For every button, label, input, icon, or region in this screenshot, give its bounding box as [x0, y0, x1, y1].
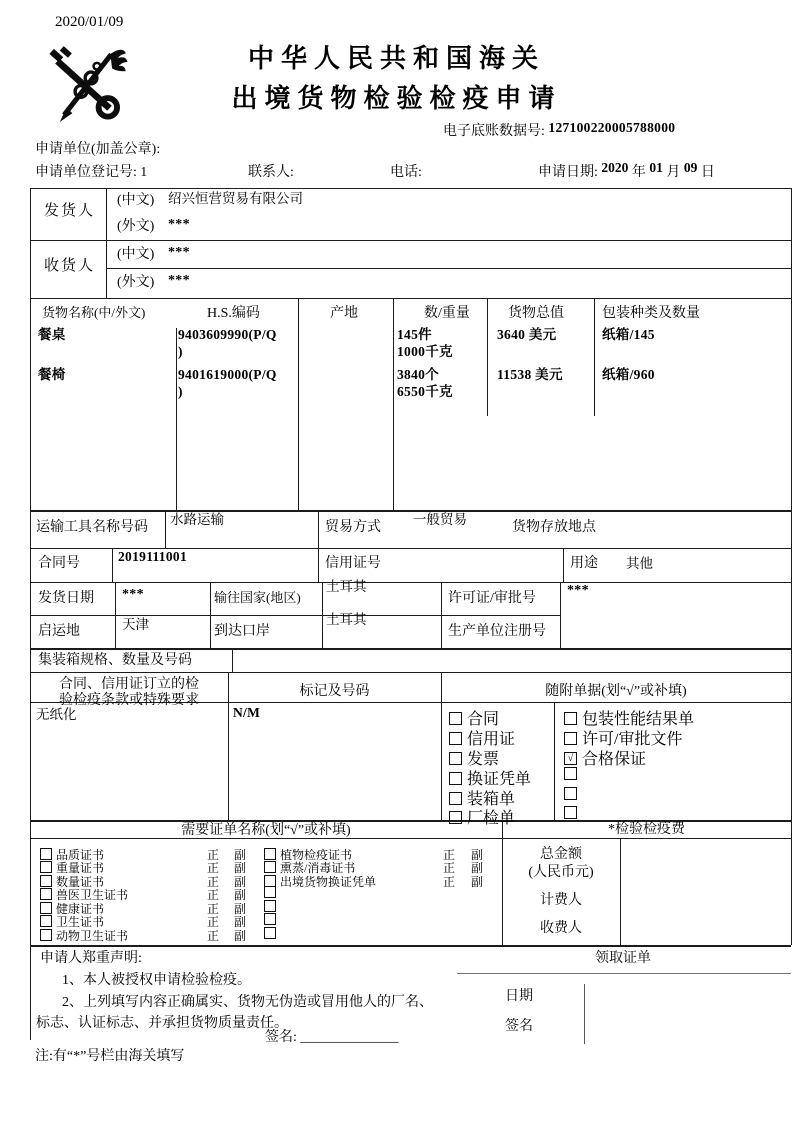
cert-label: 熏蒸/消毒证书: [280, 861, 356, 875]
cert-label: 植物检疫证书: [280, 848, 353, 862]
copy-label: 副: [234, 929, 247, 943]
grid-line: [210, 582, 211, 648]
cert-label: 出境货物换证凭单: [280, 875, 377, 889]
declaration-item2: 2、上列填写内容正确属实、货物无伪造或冒用他人的厂名、: [62, 995, 433, 1010]
eledger-label: 电子底账数据号:: [443, 124, 545, 139]
goods-col-qty: 数/重量: [424, 306, 470, 321]
goods-name: 餐椅: [38, 367, 66, 382]
checkbox[interactable]: [40, 861, 52, 873]
fee-total-label: 总金额: [540, 847, 582, 862]
producer-reg-label: 生产单位注册号: [448, 624, 546, 639]
checkbox[interactable]: [264, 913, 276, 925]
contact-label: 联系人:: [248, 165, 294, 180]
checkbox[interactable]: [564, 806, 577, 819]
clause-value: 无纸化: [36, 707, 77, 722]
consignor-fn-label: (外文): [117, 219, 155, 234]
day-suffix: 日: [700, 165, 715, 180]
month-suffix: 月: [666, 165, 681, 180]
apply-date-year: 2020: [601, 160, 629, 175]
grid-line: [594, 298, 595, 416]
original-label: 正: [207, 902, 220, 916]
checkbox[interactable]: [449, 752, 462, 765]
checkbox[interactable]: [449, 792, 462, 805]
arrival-port-value: 土耳其: [326, 612, 367, 627]
fee-total-unit-label: (人民币元): [528, 865, 594, 880]
checkbox[interactable]: [449, 732, 462, 745]
checkbox[interactable]: [40, 915, 52, 927]
contract-value: 2019111001: [118, 549, 188, 564]
grid-line: [30, 510, 791, 512]
copy-label: 副: [471, 861, 484, 875]
cert-label: 健康证书: [56, 902, 105, 916]
signature-line: [265, 1030, 398, 1046]
copy-label: 副: [234, 875, 247, 889]
marks-value: N/M: [233, 705, 261, 720]
consignor-label: 发货人: [44, 203, 96, 219]
original-label: 正: [207, 888, 220, 902]
pickup-sign-label: 签名: [505, 1019, 533, 1034]
goods-total: 3640 美元: [497, 327, 557, 342]
use-value: 其他: [626, 556, 653, 571]
goods-weight: 6550千克: [397, 384, 453, 399]
grid-line: [584, 984, 585, 1044]
copy-label: 副: [471, 875, 484, 889]
apply-date-label: 申请日期:: [538, 165, 598, 180]
checkbox-label: 合格保证: [582, 751, 647, 768]
grid-line: [487, 298, 488, 416]
grid-line: [106, 188, 107, 298]
grid-line: [115, 582, 116, 648]
storage-label: 货物存放地点: [512, 520, 596, 535]
goods-package: 纸箱/960: [602, 367, 655, 382]
consignee-fn-label: (外文): [117, 275, 155, 290]
vehicle-label: 运输工具名称号码: [36, 520, 148, 535]
consignor-cn-value: 绍兴恒营贸易有限公司: [168, 191, 303, 206]
permit-value: ***: [567, 583, 589, 598]
checkbox-label: 装箱单: [467, 791, 516, 808]
grid-line: [30, 188, 791, 189]
checkbox[interactable]: [564, 712, 577, 725]
trade-mode-value: 一般贸易: [413, 512, 467, 527]
grid-line: [176, 328, 177, 510]
footnote: 注:有“*”号栏由海关填写: [35, 1049, 185, 1064]
consignee-label: 收货人: [44, 258, 96, 274]
consignee-cn-value: ***: [168, 245, 190, 260]
eledger-number: 127100220005788000: [548, 120, 676, 135]
marks-header: 标记及号码: [299, 684, 370, 699]
goods-hs-code: ): [178, 344, 183, 359]
grid-line: [30, 648, 791, 650]
goods-col-pack: 包装种类及数量: [602, 306, 700, 321]
goods-quantity: 145件: [397, 327, 432, 342]
copy-label: 副: [234, 861, 247, 875]
year-suffix: 年: [631, 165, 646, 180]
checkbox[interactable]: [264, 861, 276, 873]
checkbox[interactable]: [564, 787, 577, 800]
doc-checkbox-item: [564, 805, 582, 823]
checkbox[interactable]: [264, 900, 276, 912]
apply-date-day: 09: [683, 160, 698, 175]
goods-hs-code: 9403609990(P/Q: [178, 327, 277, 342]
cert-label: 兽医卫生证书: [56, 888, 129, 902]
goods-quantity: 3840个: [397, 367, 439, 382]
cert-label: 卫生证书: [56, 915, 105, 929]
checkbox-label: 包装性能结果单: [582, 711, 695, 728]
checkbox[interactable]: [449, 772, 462, 785]
phone-label: 电话:: [390, 165, 422, 180]
original-label: 正: [443, 848, 456, 862]
grid-line: [232, 648, 233, 672]
grid-line: [620, 838, 621, 945]
grid-line: [322, 582, 323, 648]
cert-label: 重量证书: [56, 861, 105, 875]
copy-label: 副: [471, 848, 484, 862]
copy-label: 副: [234, 848, 247, 862]
applicant-line: [35, 141, 160, 158]
arrival-port-label: 到达口岸: [214, 624, 270, 639]
goods-hs-code: 9401619000(P/Q: [178, 367, 277, 382]
fee-collector-label: 收费人: [540, 921, 582, 936]
checkbox[interactable]: [40, 888, 52, 900]
clause-header-line1: 合同、信用证订立的检: [59, 677, 199, 692]
grid-line: [318, 510, 319, 582]
checkbox-label: 发票: [467, 751, 500, 768]
goods-col-name: 货物名称(中/外文): [42, 305, 146, 320]
declaration-title: 申请人郑重声明:: [40, 951, 142, 966]
goods-hs-code: ): [178, 384, 183, 399]
clause-header-line2: 验检疫条款或特殊要求: [59, 693, 199, 708]
checkbox[interactable]: [564, 732, 577, 745]
cert-item: [264, 927, 280, 942]
doc-checkbox-item: [564, 786, 582, 804]
trade-mode-label: 贸易方式: [325, 520, 381, 535]
vehicle-value: 水路运输: [170, 512, 224, 527]
copy-label: 副: [234, 915, 247, 929]
goods-total: 11538 美元: [497, 367, 563, 382]
doc-checkbox-item: [564, 766, 582, 784]
checkbox[interactable]: [40, 929, 52, 941]
checkbox-label: 信用证: [467, 731, 516, 748]
grid-line: [30, 240, 791, 241]
checkbox[interactable]: [564, 767, 577, 780]
pickup-header: 领取证单: [595, 951, 651, 966]
grid-line: [106, 268, 791, 269]
checkbox[interactable]: [264, 927, 276, 939]
grid-line: [30, 615, 560, 616]
checkbox-label: 厂检单: [467, 810, 516, 827]
copy-label: 副: [234, 902, 247, 916]
print-date: 2020/01/09: [55, 14, 124, 30]
cert-label: 数量证书: [56, 875, 105, 889]
ship-date-label: 发货日期: [38, 591, 94, 606]
grid-line: [165, 510, 166, 548]
checkbox-label: 合同: [467, 711, 500, 728]
dest-country-value: 土耳其: [326, 579, 367, 594]
cert-label: 动物卫生证书: [56, 929, 129, 943]
declaration-item1: 1、本人被授权申请检验检疫。: [62, 973, 251, 988]
original-label: 正: [207, 929, 220, 943]
permit-label: 许可证/审批号: [448, 591, 536, 606]
grid-line: [563, 548, 564, 582]
original-label: 正: [443, 875, 456, 889]
form-title-line2: 出境货物检验检疫申请: [231, 84, 562, 113]
container-label: 集装箱规格、数量及号码: [38, 653, 192, 668]
goods-weight: 1000千克: [397, 344, 453, 359]
checkbox[interactable]: √: [564, 752, 577, 765]
goods-col-hs: H.S.编码: [207, 306, 260, 321]
cert-label: 品质证书: [56, 848, 105, 862]
original-label: 正: [207, 861, 220, 875]
cert-item: [264, 873, 484, 890]
grid-line: [30, 188, 31, 1040]
phone-line: [390, 164, 422, 181]
checkbox[interactable]: [449, 712, 462, 725]
checkbox[interactable]: [264, 886, 276, 898]
form-title-line1: 中华人民共和国海关: [247, 44, 545, 73]
copy-label: 副: [234, 888, 247, 902]
attached-docs-header: 随附单据(划“√”或补填): [545, 684, 687, 699]
reg-label: 申请单位登记号:: [35, 165, 137, 180]
consignee-fn-value: ***: [168, 273, 190, 288]
grid-line: [298, 298, 299, 510]
apply-date-line: [538, 160, 715, 181]
cert-item: [264, 886, 280, 901]
grid-line: [457, 973, 791, 974]
goods-name: 餐桌: [38, 327, 66, 342]
use-label: 用途: [570, 556, 598, 571]
pickup-date-label: 日期: [505, 989, 533, 1004]
eledger-line: [443, 120, 676, 140]
fees-header: *检验检疫费: [608, 822, 685, 837]
goods-col-value: 货物总值: [508, 306, 564, 321]
departure-label: 启运地: [38, 624, 80, 639]
grid-line: [30, 298, 791, 299]
grid-line: [441, 582, 442, 648]
dest-country-label: 输往国家(地区): [214, 590, 301, 605]
original-label: 正: [443, 861, 456, 875]
apply-date-month: 01: [649, 160, 663, 175]
checkbox-label: 许可/审批文件: [582, 731, 683, 748]
grid-line: [554, 702, 555, 820]
original-label: 正: [207, 875, 220, 889]
departure-value: 天津: [122, 617, 149, 632]
reg-line: [35, 164, 147, 181]
contract-label: 合同号: [38, 556, 80, 571]
goods-col-origin: 产地: [330, 306, 358, 321]
original-label: 正: [207, 915, 220, 929]
ship-date-value: ***: [122, 587, 144, 602]
checkbox-label: 换证凭单: [467, 771, 532, 788]
contact-line: [248, 164, 294, 181]
lc-label: 信用证号: [325, 556, 381, 571]
signature-blank: ______________: [300, 1030, 399, 1045]
goods-package: 纸箱/145: [602, 327, 655, 342]
applicant-label: 申请单位(加盖公章):: [35, 142, 161, 157]
original-label: 正: [207, 848, 220, 862]
cert-item: [40, 927, 247, 944]
cert-item: [264, 913, 280, 928]
grid-line: [393, 298, 394, 510]
grid-line: [30, 582, 791, 583]
signature-label: 签名:: [265, 1030, 297, 1045]
grid-line: [30, 945, 791, 947]
declaration-item2-cont: 标志、认证标志、并承担货物质量责任。: [36, 1016, 288, 1031]
consignor-fn-value: ***: [168, 217, 190, 232]
grid-line: [560, 582, 561, 648]
consignor-cn-label: (中文): [117, 193, 155, 208]
grid-line: [112, 548, 113, 582]
fee-biller-label: 计费人: [540, 893, 582, 908]
reg-value: 1: [140, 164, 148, 179]
certs-header: 需要证单名称(划“√”或补填): [181, 823, 351, 838]
consignee-cn-label: (中文): [117, 247, 155, 262]
grid-line: [791, 188, 792, 945]
grid-line: [30, 672, 791, 673]
